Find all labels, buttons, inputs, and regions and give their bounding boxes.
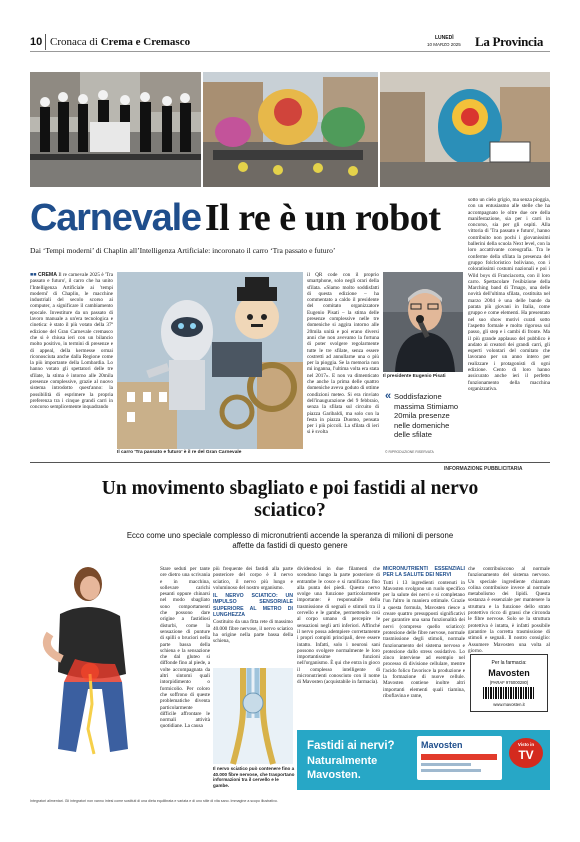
article-signature: © RIPRODUZIONE RISERVATA: [385, 450, 434, 454]
tv-badge-top: Visto in: [517, 742, 535, 747]
banner-question: Fastidi ai nervi?: [307, 740, 395, 752]
pharmacy-box: [470, 654, 548, 712]
headline-kicker: Carnevale: [30, 197, 201, 239]
ad-banner: [297, 730, 550, 790]
pull-quote-text: Soddisfazione massima Stimiamo 20mila presenze nelle domeniche delle sfilate: [394, 392, 459, 439]
ad-col2-heading: IL NERVO SCIATICO: UN IMPULSO SENSORIALE SUPERIORE AL METRO DI LUNGHEZZA: [213, 593, 293, 619]
ad-footer-disclaimer: Integratori alimentari. Gli integratori non vanno intesi come sostituti di una dieta equilibrata e variata e di uno stile di vita sano. Immagine a scopo illustrativo.: [30, 799, 278, 803]
location-tag: CREMA: [37, 272, 57, 278]
ad-label: INFORMAZIONE PUBBLICITARIA: [444, 466, 523, 472]
article-col-1: ■■ CREMA Il re carnevale 2025 è 'Tra passato e futuro', il carro che ha unito l'Intelligenza Artificiale ai 'tempi moderni' di Chaplin, le macchine industriali del secolo scorso ai computer, a significare il cambiamento epocale. Investiture da un passato di lavoro manuale a un'era tecnologica e cinetica: è stato il più votato della 37ª edizione del Gran Carnevale cremasco che si è chiusa ieri con un bilancio molto positivo, in termini di presenze e di appeal, della kermesse ormai riconosciuta anche dalla Regione come la più importante della Lombardia. Lo hanno votato gli spettatori delle tre sfilate, la stima è intorno alle 20mila presenze complessive, grazie al nuovo sistema introdotto quest'anno: la possibilità di esprimere la propria preferenza tra i cinque grandi carri in concorso semplicemente inquadrando: [30, 272, 113, 411]
page-number: 10: [30, 36, 43, 48]
ad-image-caption: Il nervo sciatico può contenere fino a 40.000 fibre nervose, che trasportano informazioni tra il cervello e le gambe.: [213, 766, 295, 788]
ad-col-5: che contribuiscono al normale funzionamento del sistema nervoso. Un speciale ingrediente chiamato colina contribuisce invece al normale metabolismo dei lipidi. Questa sostanza è essenziale per mantenere la struttura e la funzione dello strato protettivo ricco di grassi che circonda le fibre nervose. Solo se la struttura protettiva è intatta, è infatti possibile garantire la corretta trasmissione di stimoli e segnali. Il nostro consiglio: Assumere Mavosten una volta al giorno.: [468, 566, 550, 654]
pack-brand: Mavosten: [421, 740, 463, 750]
tv-badge-text: TV: [518, 748, 534, 762]
barcode-icon: [483, 687, 535, 699]
ad-col-3: dividendosi in due filamenti che scendono lungo la parte posteriore di entrambe le cosce e si ramificano fino alla punta dei piedi. Questo nervo svolge una funzione particolarmente importante: è responsabile della trasmissione di segnali e stimoli tra il cervello e le gambe, permettendo così al corpo umano di percepire le sensazioni negli arti inferiori. Affinché il nervo possa adempiere correttamente i propri compiti principali, deve essere intatto. Infatti, solo i neuroni sani possono svolgere normalmente le loro importantissime funzioni nell'organismo. È qui che entra in gioco il complesso intelligente di micronutrienti conosciuto con il nome di Mavosten (acquistabile in farmacia).: [297, 566, 380, 686]
photo-caption-president: Il presidente Eugenio Pisati: [383, 374, 446, 379]
headline-main: Il re è un robot: [204, 197, 441, 239]
pharmacy-code: (PARAF 976000280): [489, 680, 529, 685]
ad-col-2: più frequente dei fastidi alla parte posteriore del corpo è il nervo sciatico, il nervo più lungo e voluminoso del nostro organismo. IL NERVO SCIATICO: UN IMPULSO SENSORIALE SUPERIORE AL METRO DI LUNGHEZZA Costituito da una fitta rete di massimo 40.000 fibre nervose, il nervo sciatico ha origine nella parte bassa della schiena,: [213, 566, 293, 645]
article-col-2: il QR code con il proprio smartphone, solo negli orari della sfilata. «Siamo molto soddisfatti di questa edizione – ha commentato a caldo il presidente del comitato organizzatore Eugenio Pisati – la stima delle presenze complessive nelle tre domeniche si aggira intorno alle 20mila unità e poi erano diversi anni che non avevamo la fortuna di poter svolgere regolarmente tutte le tre sfilate, senza essere costretti ad annullarne una o più per la pioggia. Se la memoria non mi inganna, l'ultima volta era stata nel 2017». E non va dimenticato che anche la prima delle quattro domeniche aveva goduto di ottime condizioni meteo. Si era rinviato dell'inaugurazione del 9 febbraio, senza la sfilata sul circuito di piazza Garibaldi, ma solo con la festa in piazza Duomo, pensata per i più piccoli. La sfilata di ieri si è svolta: [307, 272, 379, 436]
article-col-3: sotto un cielo grigio, ma senza pioggia, con un entusiasmo alle stelle che ha accompagnato le oltre due ore della manifestazione, sia per i carri in concorso, sia per gli ospiti. Alla vittoria di 'Tra passato e futuro', hanno contribuito non pochi i giovanissimi ballerini della scuola Next level, con la loro accattivante coreografia. Tra le conferme della sfilata la presenza del gruppo folcloristico boliviano, con i coloratissimi costumi nazionali e poi i Wild boys di Franciacorta, con il loro carro. Spettacolare l'esibizione della Marching band di Trnago, una delle novità dell'ultima sfilata, costituita nel marzo 2004 è una delle bande da parata più giovani in Italia, come gruppo e come elementi. Ha presentato nel suo show motivi curati sotto l'aspetto formale e molto rigorosa sul passo, gli step e i cambi di fronte. Ma il più grande applauso del pubblico è andato ai creatori dei grandi carri, gli esperti volontari del comitato che lavorano per un anno intero per realizzare i protagonisti di ogni edizione. Cento di loro hanno assicurato anche ieri il perfetto funzionamento della macchina organizzativa.: [468, 197, 550, 392]
article-subhead: Dai ‘Tempi moderni’ di Chaplin all’Intelligenza Artificiale: incoronato il carro ‘Tra passato e futuro’: [30, 246, 336, 255]
photo-president: [383, 272, 463, 372]
ad-subhead: Ecco come uno speciale complesso di micronutrienti accende la speranza di milioni di persone affette da fastidi di questo genere: [126, 531, 454, 550]
ad-headline: Un movimento sbagliato e poi fastidi al nervo sciatico?: [101, 478, 479, 521]
photo-robot-float: [117, 272, 303, 449]
photo-dancers: [30, 72, 201, 187]
pharmacy-label: Per la farmacia:: [491, 660, 527, 666]
date: 10 MARZO 2025: [427, 42, 461, 47]
pharmacy-brand: Mavosten: [488, 668, 530, 678]
pharmacy-url: www.mavosten.it: [493, 702, 525, 707]
banner-answer: Naturalmente: [307, 755, 378, 767]
ad-col-1: Stare seduti per tante ore dietro una scrivania e in macchina, sollevare carichi pesanti oppure chinarsi nel modo sbagliato sono comportamenti che possono dare origine a fastidiosi disturbi, come la sensazione di punture di spilli o bruciori nella parte bassa della schiena e la sensazione che dal gluteo si diffonde fino al piede, a volte accompagnata da altri sintomi quali intorpidimento o formicolio. Per coloro che soffrono di queste problematiche diventa particolarmente difficile affrontare le normali attività quotidiane. La causa: [160, 566, 210, 730]
ad-image-nerve: [213, 668, 293, 764]
ad-image-back-pain: [30, 564, 158, 759]
pull-quote: « Soddisfazione massima Stimiamo 20mila presenze nelle domeniche delle sfilate: [385, 392, 465, 458]
tv-badge: [509, 738, 543, 768]
ad-col-4: MICRONUTRIENTI ESSENZIALI PER LA SALUTE DEI NERVI Tutti i 13 ingredienti contenuti in Mavosten svolgono un ruolo specifico per la salute dei nervi e si completano l'un l'altro in maniera ottimale. Grazie a questa formula, Mavosten riesce a creare quattro presupposti significativi per garantire una sana funzionalità dei nervi (compreso quello sciatico): protezione delle fibre nervose, normale trasmissione degli stimoli, normale funzionamento del sistema nervoso e protezione dallo stress ossidativo. Lo zinco interviene ad esempio nel processo di divisione cellulare, mentre l'acido folico favorisce la produzione e la formazione di nuove cellule. Mavosten contiene inoltre altri importanti elementi quali tiamina, riboflavina e rame,: [383, 566, 465, 699]
photo-float-square: [380, 72, 550, 187]
photo-parade: [203, 72, 378, 187]
masthead: La Provincia: [475, 34, 544, 49]
section-title: Cronaca di Crema e Cremasco: [50, 36, 191, 48]
ad-col4-heading: MICRONUTRIENTI ESSENZIALI PER LA SALUTE DEI NERVI: [383, 566, 465, 579]
product-pack: [417, 736, 502, 780]
date-day: LUNEDÌ: [435, 35, 454, 41]
photo-caption-float: Il carro 'Tra passato e futuro' è il re del Gran Carnevale: [117, 450, 242, 455]
page-header: [30, 34, 550, 52]
banner-brand: Mavosten.: [307, 769, 361, 781]
